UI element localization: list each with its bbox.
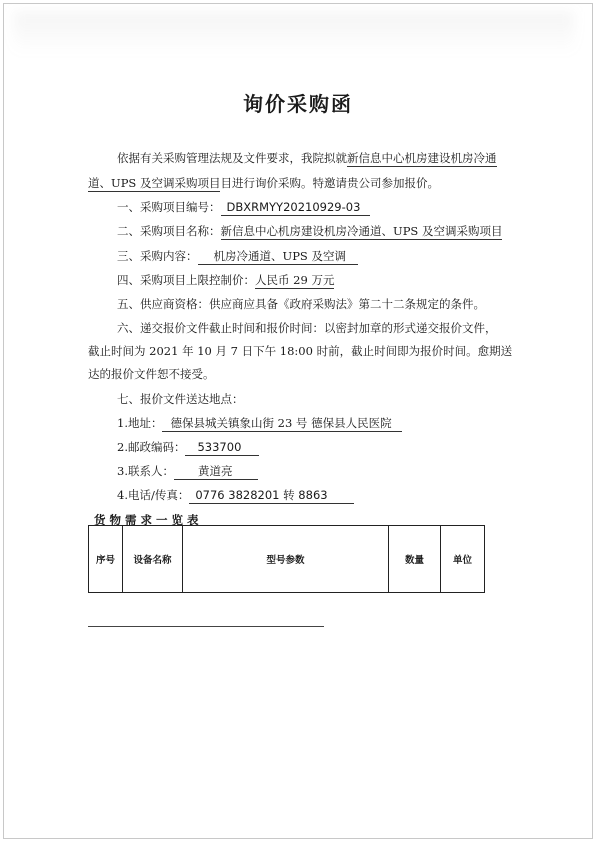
table-header-row (89, 526, 485, 593)
delivery-heading: 七、报价文件送达地点： (117, 392, 244, 406)
header-model-parameters: 型号参数 (183, 526, 389, 593)
project-name-value: 新信息中心机房建设机房冷通道、UPS 及空调采购项目 (220, 224, 503, 238)
phone-value: 0776 3828201 转 8863 (189, 488, 353, 504)
address-value: 德保县城关镇象山街 23 号 德保县人民医院 (162, 416, 401, 432)
contact-value: 黄道亮 (174, 464, 259, 480)
intro-paragraph-line-2 (88, 176, 439, 190)
requirements-table (88, 525, 485, 593)
deadline-line-1: 六、递交报价文件截止时间和报价时间：以密封加章的形式递交报价文件， (117, 321, 497, 335)
content-line (117, 249, 358, 263)
project-name-line (117, 224, 502, 238)
footnote-divider (88, 626, 324, 627)
content-label: 三、采购内容： (117, 249, 198, 263)
intro-paragraph-line-1 (117, 151, 497, 165)
deadline-line-3: 达的报价文件恕不接受。 (88, 367, 215, 381)
project-name-label: 二、采购项目名称： (117, 224, 221, 238)
price-label: 四、采购项目上限控制价： (117, 273, 255, 287)
contact-line (117, 464, 258, 478)
address-line (117, 416, 402, 430)
postcode-label: 2.邮政编码： (117, 440, 186, 454)
project-number-label: 一、采购项目编号： (117, 200, 221, 214)
header-serial-number: 序号 (89, 526, 123, 593)
header-quantity: 数量 (389, 526, 441, 593)
intro-text: 依据有关采购管理法规及文件要求，我院拟就 (117, 151, 347, 165)
table-caption: 货物需求一览表 (94, 513, 203, 527)
contact-label: 3.联系人： (117, 464, 174, 478)
project-number-line (117, 200, 370, 214)
postcode-line (117, 440, 259, 454)
phone-line (117, 488, 354, 502)
qualification-line: 五、供应商资格：供应商应具备《政府采购法》第二十二条规定的条件。 (117, 297, 485, 311)
page-title: 询价采购函 (243, 92, 353, 116)
intro-project-name-part1: 新信息中心机房建设机房冷通 (347, 151, 497, 165)
header-unit: 单位 (441, 526, 485, 593)
header-equipment-name: 设备名称 (123, 526, 183, 593)
deadline-line-2: 截止时间为 2021 年 10 月 7 日下午 18:00 时前，截止时间即为报价时间。愈期送 (88, 344, 513, 358)
postcode-value: 533700 (185, 440, 259, 456)
price-value: 人民币 29 万元 (255, 273, 335, 287)
content-value: 机房冷通道、UPS 及空调 (198, 249, 358, 265)
intro-project-name-part2: 道、UPS 及空调采购项目 (88, 176, 221, 190)
project-number-value: DBXRMYY20210929-03 (221, 200, 371, 216)
intro-text-end: 目进行询价采购。特邀请贵公司参加报价。 (220, 176, 439, 190)
price-line (117, 273, 334, 287)
phone-label: 4.电话/传真： (117, 488, 190, 502)
scan-shadow (14, 12, 574, 54)
document-page (3, 3, 593, 839)
address-label: 1.地址： (117, 416, 163, 430)
